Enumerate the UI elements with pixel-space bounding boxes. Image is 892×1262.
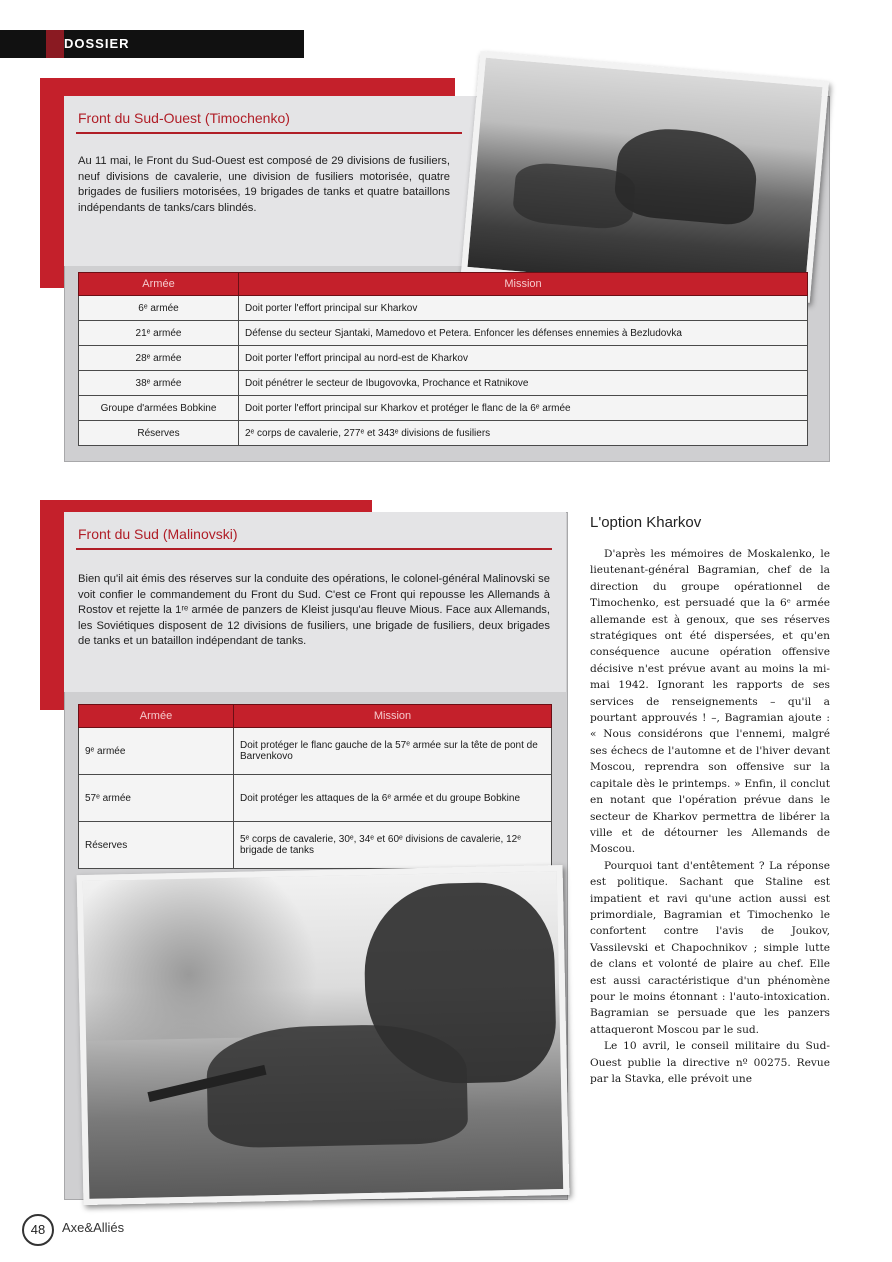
table-header-row (79, 705, 552, 728)
table-row (79, 296, 808, 321)
photo-crew (206, 1023, 468, 1148)
section2-title: Front du Sud (Malinovski) (78, 526, 238, 542)
table-row (79, 371, 808, 396)
army-cell: 9ᵉ armée (79, 728, 234, 775)
mission-cell: 5ᵉ corps de cavalerie, 30ᵉ, 34ᵉ et 60ᵉ divisions de cavalerie, 12ᵉ brigade de tanks (234, 822, 552, 869)
magazine-name: Axe&Alliés (62, 1220, 125, 1235)
army-cell: Réserves (79, 421, 239, 446)
mission-cell: Doit pénétrer le secteur de Ibugovovka, Prochance et Ratnikove (239, 371, 808, 396)
article-title: L'option Kharkov (590, 514, 702, 531)
mission-cell: Doit protéger les attaques de la 6ᵉ armée et du groupe Bobkine (234, 775, 552, 822)
army-cell: 57ᵉ armée (79, 775, 234, 822)
photo-soldiers-field (461, 51, 829, 303)
mission-cell: Doit porter l'effort principal sur Kharkov et protéger le flanc de la 6ᵉ armée (239, 396, 808, 421)
table-header-mission: Mission (239, 273, 808, 296)
army-cell: 6ᵉ armée (79, 296, 239, 321)
mission-cell: Doit porter l'effort principal sur Kharkov (239, 296, 808, 321)
mission-cell: Défense du secteur Sjantaki, Mamedovo et Petera. Enfoncer les défenses ennemies à Bezludovka (239, 321, 808, 346)
section-header-bar (0, 30, 304, 58)
section1-table (78, 272, 808, 446)
army-cell: Réserves (79, 822, 234, 869)
table-row (79, 421, 808, 446)
header-accent (46, 30, 64, 58)
page-number: 48 (22, 1214, 54, 1246)
army-cell: 21ᵉ armée (79, 321, 239, 346)
mission-cell: Doit protéger le flanc gauche de la 57ᵉ armée sur la tête de pont de Barvenkovo (234, 728, 552, 775)
army-cell: 28ᵉ armée (79, 346, 239, 371)
article-body (590, 546, 830, 1087)
photo-artillery-crew (77, 865, 570, 1205)
mission-cell: 2ᵉ corps de cavalerie, 277ᵉ et 343ᵉ divisions de fusiliers (239, 421, 808, 446)
table-row (79, 321, 808, 346)
section1-title-rule (76, 132, 462, 134)
table-row (79, 775, 552, 822)
army-cell: Groupe d'armées Bobkine (79, 396, 239, 421)
article-paragraph: Le 10 avril, le conseil militaire du Sud-Ouest publie la directive nº 00275. Revue par la Stavka, elle prévoit une (590, 1040, 830, 1085)
section2-title-rule (76, 548, 552, 550)
army-cell: 38ᵉ armée (79, 371, 239, 396)
article-paragraph: Pourquoi tant d'entêtement ? La réponse est politique. Sachant que Staline est impatient et ravi qu'une action aussi est primordiale, Bagramian et Timochenko le confortent contre l'avis de Joukov, Vassilevski et Chapochnikov ; simple lutte de clans et volonté de plaire au chef. Elle est aussi caractéristique d'un phénomène pour le moins étonnant : l'auto-intoxication. Bagramian se persuade que les panzers attaqueront Moscou par le sud. (590, 859, 830, 1036)
table-header-row (79, 273, 808, 296)
photo-smoke (83, 876, 346, 1041)
table-header-army: Armée (79, 705, 234, 728)
table-header-army: Armée (79, 273, 239, 296)
table-row (79, 728, 552, 775)
section2-intro: Bien qu'il ait émis des réserves sur la conduite des opérations, le colonel-général Malinovski se voit confier le commandement du Front du Sud. C'est ce Front qui repousse les Allemands à Rostov et rejette la 1ʳᵉ armée de panzers de Kleist jusqu'au fleuve Mious. Face aux Allemands, les Soviétiques disposent de 12 divisions de fusiliers, une brigade de fusiliers, deux brigades de tanks et un bataillon indépendant de tanks. (78, 573, 550, 647)
photo-figures (512, 161, 637, 231)
table-row (79, 396, 808, 421)
section2-table (78, 704, 552, 869)
mission-cell: Doit porter l'effort principal au nord-est de Kharkov (239, 346, 808, 371)
table-row (79, 346, 808, 371)
section1-title: Front du Sud-Ouest (Timochenko) (78, 110, 290, 126)
table-row (79, 822, 552, 869)
table-header-mission: Mission (234, 705, 552, 728)
article-paragraph: D'après les mémoires de Moskalenko, le lieutenant-général Bagramian, chef de la direction du groupe opérationnel de Timochenko, est persuadé que la 6ᵉ armée allemande est à genoux, que ses réserves stratégiques ont été dispersées, et qu'en conséquence aucune opération offensive décisive n'est prévue avant au moins la mi-mai 1942. Ignorant les rapports de ses services de renseignements – qu'il a pourtant approuvés ! –, Bagramian ajoute : « Nous considérons que l'ennemi, malgré ses échecs de l'automne et de l'hiver devant Moscou, reprendra son offensive sur la capitale dès le printemps. » Enfin, il conclut en notant que l'opération prévue dans le secteur de Kharkov permettra de libérer la ville et de détourner les Allemands de Moscou. (590, 548, 830, 856)
photo-figures (613, 125, 760, 227)
section-label: DOSSIER (64, 36, 130, 51)
section1-intro: Au 11 mai, le Front du Sud-Ouest est composé de 29 divisions de fusiliers, neuf divisions de cavalerie, une division de fusiliers motorisée, quatre brigades de fusiliers motorisées, 19 brigades de tanks et quatre bataillons indépendants de tanks/cars blindés. (78, 155, 450, 214)
